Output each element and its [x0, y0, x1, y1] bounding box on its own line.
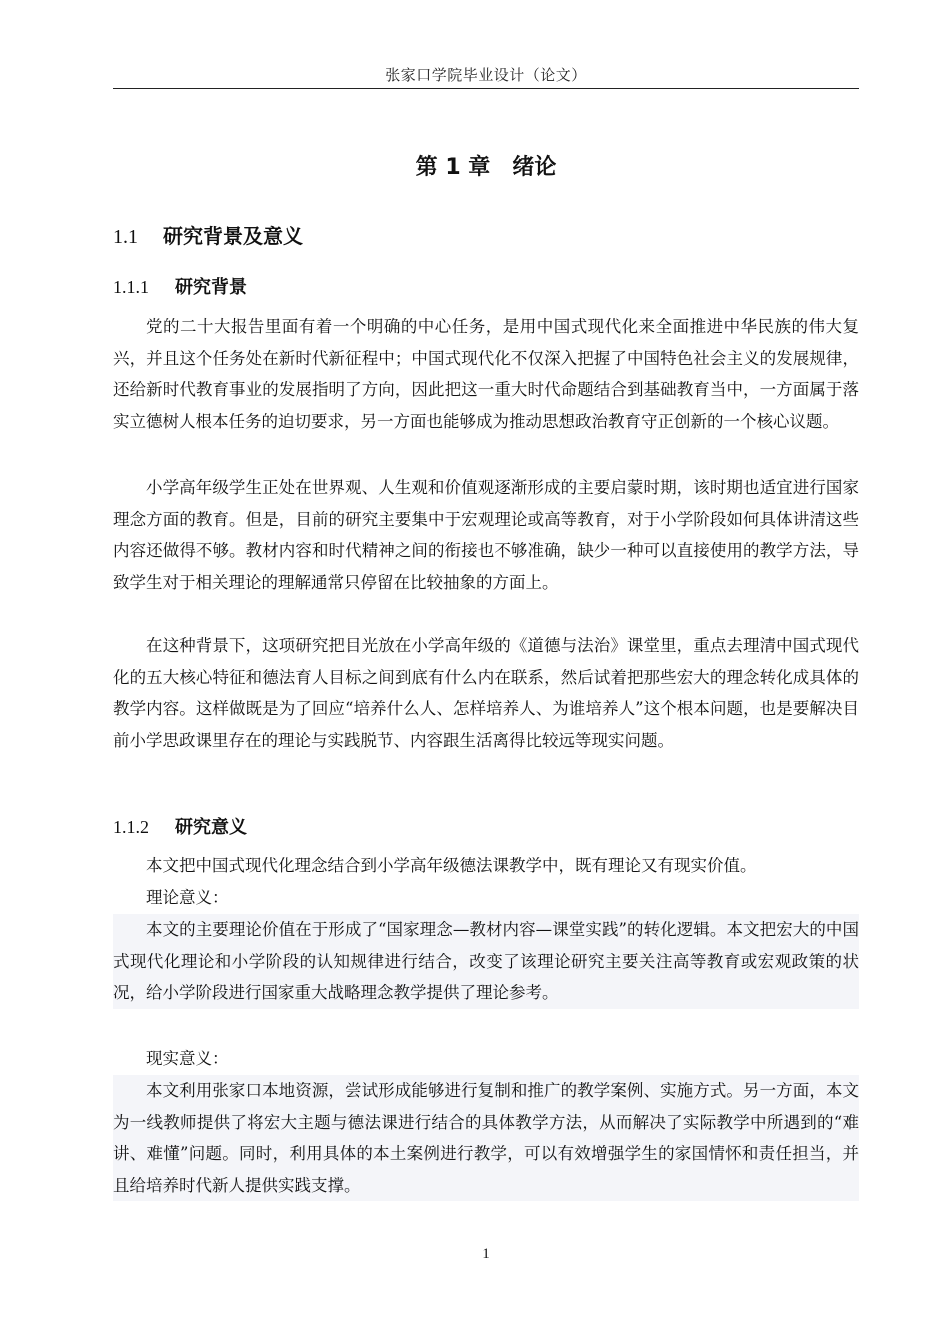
page-header: 张家口学院毕业设计（论文）	[385, 66, 587, 84]
chapter-number: 第 1 章	[415, 155, 491, 180]
practice-label: 现实意义：	[146, 1049, 229, 1068]
theory-paragraph: 本文的主要理论价值在于形成了“国家理念—教材内容—课堂实践”的转化逻辑。本文把宏大的中国式现代化理论和小学阶段的认知规律进行结合，改变了该理论研究主要关注高等教育或宏观政策的状况，给小学阶段进行国家重大战略理念教学提供了理论参考。	[113, 914, 859, 1009]
background-paragraph-3: 在这种背景下，这项研究把目光放在小学高年级的《道德与法治》课堂里，重点去理清中国式现代化的五大核心特征和德法育人目标之间到底有什么内在联系，然后试着把那些宏大的理念转化成具体的教学内容。这样做既是为了回应“培养什么人、怎样培养人、为谁培养人”这个根本问题，也是要解决目前小学思政课里存在的理论与实践脱节、内容跟生活离得比较远等现实问题。	[113, 636, 859, 750]
background-paragraph-2: 小学高年级学生正处在世界观、人生观和价值观逐渐形成的主要启蒙时期，该时期也适宜进行国家理念方面的教育。但是，目前的研究主要集中于宏观理论或高等教育，对于小学阶段如何具体讲清这些内容还做得不够。教材内容和时代精神之间的衔接也不够准确，缺少一种可以直接使用的教学方法，导致学生对于相关理论的理解通常只停留在比较抽象的方面上。	[113, 478, 859, 592]
subsection-heading-1-1-1	[113, 273, 247, 299]
section-heading-1-1	[113, 220, 303, 249]
section-title: 研究背景及意义	[163, 224, 303, 248]
subsection-title: 研究意义	[175, 817, 247, 838]
chapter-name: 绪论	[512, 155, 557, 180]
chapter-title	[113, 150, 859, 181]
subsection-number: 1.1.2	[113, 817, 149, 837]
subsection-number: 1.1.1	[113, 277, 149, 297]
header-divider	[113, 88, 859, 89]
section-number: 1.1	[113, 226, 138, 248]
theory-label: 理论意义：	[146, 888, 229, 907]
subsection-heading-1-1-2	[113, 813, 247, 839]
page-number: 1	[482, 1246, 490, 1262]
background-paragraph-1: 党的二十大报告里面有着一个明确的中心任务，是用中国式现代化来全面推进中华民族的伟大复兴，并且这个任务处在新时代新征程中；中国式现代化不仅深入把握了中国特色社会主义的发展规律，还给新时代教育事业的发展指明了方向，因此把这一重大时代命题结合到基础教育当中，一方面属于落实立德树人根本任务的迫切要求，另一方面也能够成为推动思想政治教育守正创新的一个核心议题。	[113, 317, 859, 431]
practice-paragraph: 本文利用张家口本地资源，尝试形成能够进行复制和推广的教学案例、实施方式。另一方面，本文为一线教师提供了将宏大主题与德法课进行结合的具体教学方法，从而解决了实际教学中所遇到的“难讲、难懂”问题。同时，利用具体的本土案例进行教学，可以有效增强学生的家国情怀和责任担当，并且给培养时代新人提供实践支撑。	[113, 1075, 859, 1201]
significance-intro: 本文把中国式现代化理念结合到小学高年级德法课教学中，既有理论又有现实价值。	[146, 856, 757, 875]
subsection-title: 研究背景	[175, 277, 247, 298]
